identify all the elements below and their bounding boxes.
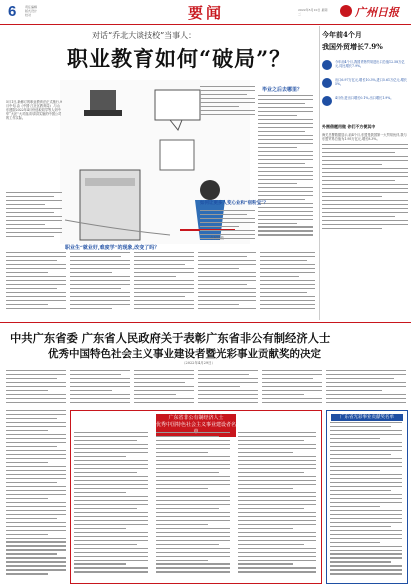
sidebar-bottom-title: 外围借题用做 你们不方便其中 bbox=[322, 124, 376, 129]
paper-logo bbox=[340, 4, 404, 19]
header-date: 2022年5月10日 星期二 bbox=[298, 8, 328, 16]
sidebar-title: 今年前4个月 bbox=[322, 30, 362, 39]
sidebar bbox=[322, 26, 408, 320]
builders-list-col-2 bbox=[156, 432, 230, 578]
editor-label: 责任编辑 bbox=[25, 5, 38, 9]
lead-lower-col-3 bbox=[134, 252, 194, 314]
sidebar-item bbox=[322, 96, 408, 106]
builders-list-col-1 bbox=[74, 432, 148, 578]
page-number: 6 bbox=[8, 3, 17, 20]
lead-lower-col-1 bbox=[6, 252, 66, 314]
proofreader-label: 校对 bbox=[25, 13, 32, 17]
lead-right-lines-3 bbox=[200, 210, 255, 242]
sidebar-item-text: 出口6.97万亿元,增长10.3%,进口5.61万亿元,增长5%。 bbox=[335, 78, 407, 86]
sidebar-item bbox=[322, 78, 408, 88]
page-header bbox=[0, 0, 411, 25]
lead-subhead-2: 毕业之后去哪里？ bbox=[262, 87, 303, 93]
lead-right-lines-1 bbox=[258, 95, 313, 241]
award-list-lines bbox=[330, 422, 402, 578]
decision-body-col-1 bbox=[6, 370, 66, 406]
lead-lower-col-2 bbox=[70, 252, 130, 314]
sidebar-divider bbox=[319, 26, 320, 320]
header-editor-line bbox=[25, 5, 37, 17]
section-title: 要闻 bbox=[188, 4, 225, 22]
sidebar-item-text: 4月份,进出口增长0.1%,出口增长1.9%。 bbox=[335, 96, 394, 100]
builders-list-col-3 bbox=[238, 432, 316, 578]
sidebar-item bbox=[322, 60, 408, 70]
lead-lower-col-5 bbox=[260, 252, 315, 314]
decision-title-line-1: 中共广东省委 广东省人民政府关于表彰广东省非公有制经济人士 bbox=[10, 331, 331, 345]
decision-body-col-3 bbox=[134, 370, 194, 406]
decision-date: （2022年4月29日） bbox=[182, 361, 216, 365]
lead-kicker: 对话“乔北大谈技校”当事人： bbox=[92, 31, 197, 40]
decision-body-col-5 bbox=[262, 370, 322, 406]
decision-title-line-2: 优秀中国特色社会主义事业建设者暨光彩事业贡献奖的决定 bbox=[48, 348, 321, 360]
lead-right-lines-2 bbox=[200, 86, 255, 126]
award-list-header: 广东省光彩事业贡献奖名单 bbox=[331, 414, 403, 421]
lead-subhead-3: 如何让更多人变心业和“宿粉宝”？ bbox=[200, 201, 269, 206]
paper-name: 广州日报 bbox=[355, 6, 399, 19]
lead-lower-col-4 bbox=[198, 252, 256, 314]
logo-circle-icon bbox=[340, 5, 352, 17]
lead-intro bbox=[6, 100, 62, 190]
lead-headline: 职业教育如何“破局”？ bbox=[67, 46, 292, 71]
lead-intro-p1: 5月1日,新修订的职业教育法正式施行,9月中旬,由《中国·江北区教育局》,与山东建院2022年4月份选取同学等人到中华“大匠”大对面,即讲讲实施的中国公司的工作实际。 bbox=[6, 100, 62, 120]
decision-body-col-6 bbox=[326, 370, 406, 406]
lead-intro-lines bbox=[6, 192, 62, 242]
sidebar-subtitle: 我国外贸增长7.9% bbox=[322, 42, 383, 51]
sidebar-bottom-text: 海关总署数据显示,前4个月,东盟是我国第一大贸易伙伴,我与东盟贸易总值为1.95万亿元,增长8.3%。 bbox=[322, 133, 407, 141]
sidebar-dot-icon bbox=[322, 78, 332, 88]
sidebar-dot-icon bbox=[322, 96, 332, 106]
sidebar-bottom-lines bbox=[322, 144, 408, 229]
builders-list-title-2: 优秀中国特色社会主义事业建设者名 bbox=[156, 422, 237, 428]
designer-label: 版式设计 bbox=[25, 9, 38, 13]
lead-subhead-1: 职业生“就业好,难度学”的现象,改变了吗？ bbox=[65, 245, 160, 251]
section-divider bbox=[0, 322, 411, 323]
builders-list-title-1: 广东省非公有制经济人士 bbox=[168, 415, 224, 421]
decision-left-column bbox=[6, 410, 66, 582]
decision-body-col-4 bbox=[198, 370, 258, 406]
decision-body-col-2 bbox=[70, 370, 130, 406]
sidebar-dot-icon bbox=[322, 60, 332, 70]
sidebar-item-text: 今年前4个月,我国货物贸易进出口总值12.58万亿元,同比增长7.9%。 bbox=[335, 60, 405, 68]
